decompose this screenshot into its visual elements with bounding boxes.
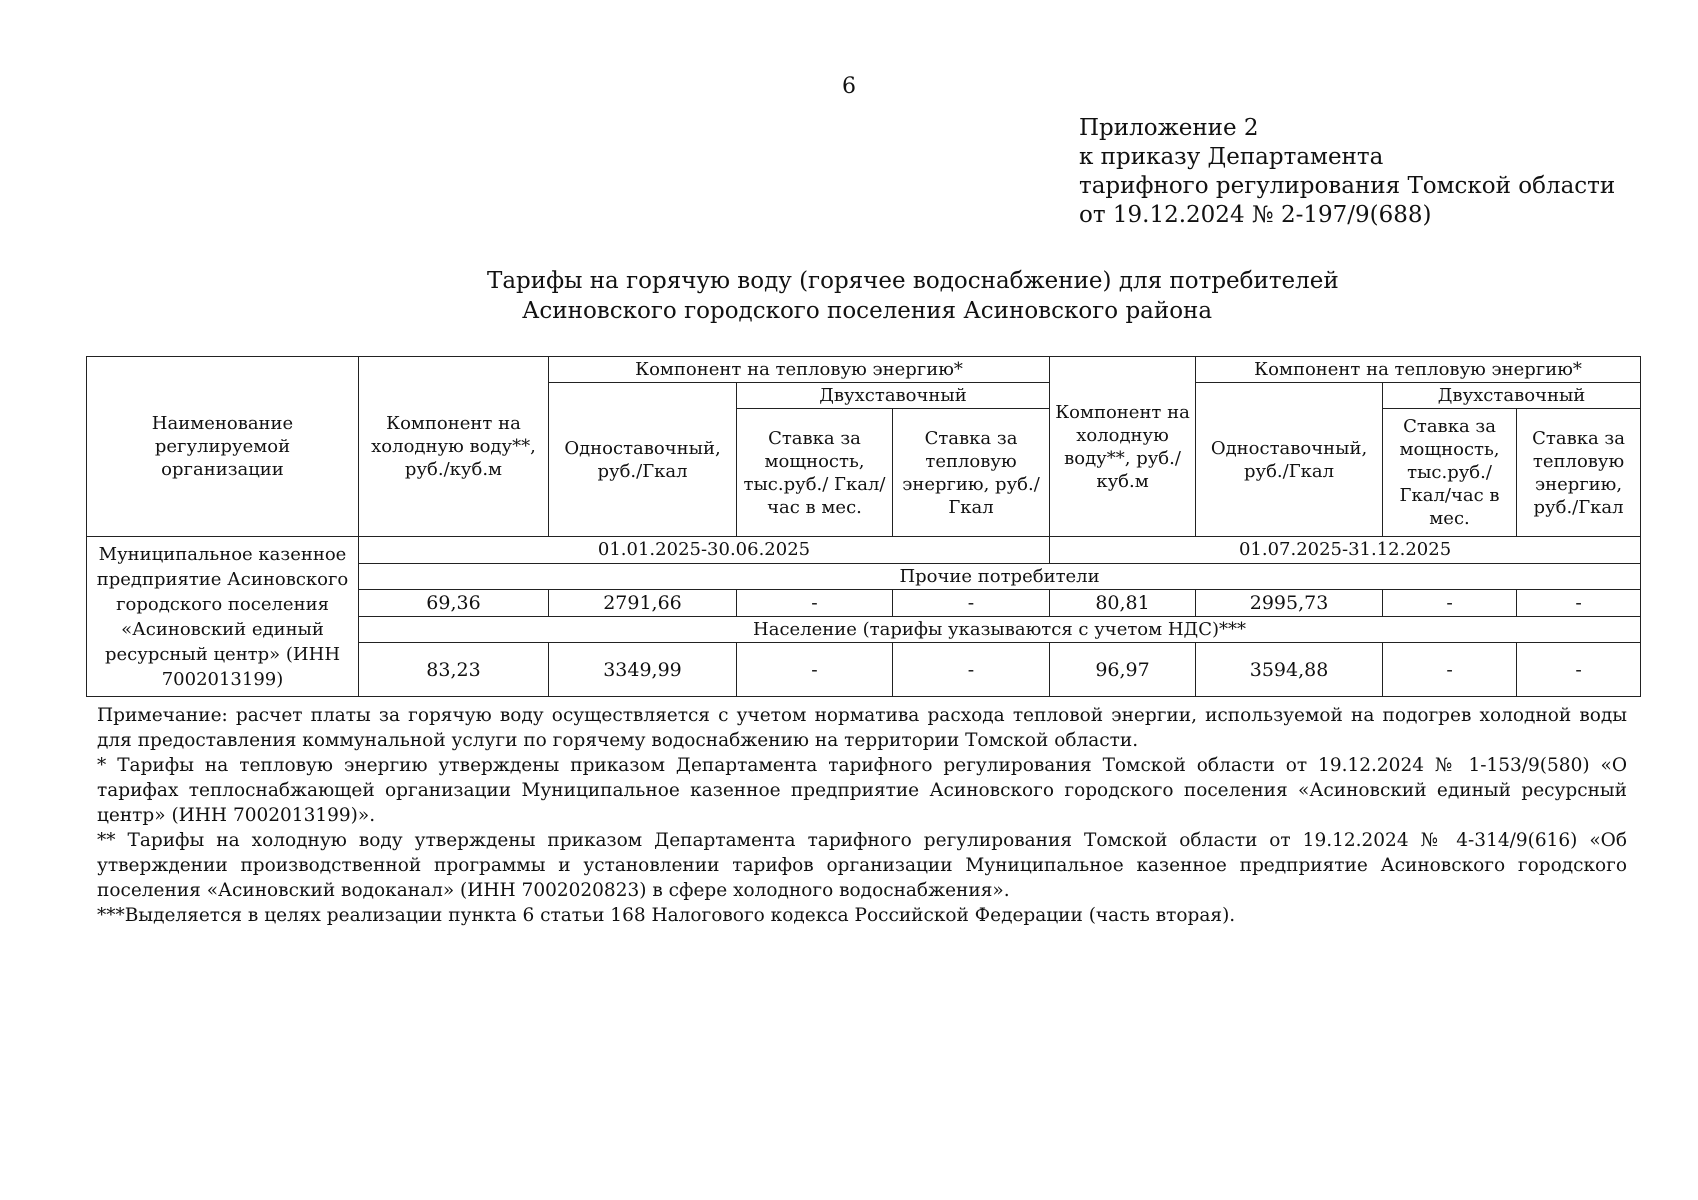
table-cell: -	[1517, 643, 1641, 697]
header-two-rate: Двухставочный	[1383, 383, 1641, 409]
header-power-rate: Ставка за мощность, тыс.руб./ Гкал/час в мес.	[737, 409, 893, 537]
footnote-heat: * Тарифы на тепловую энергию утверждены приказом Департамента тарифного регулирования Томской области от 19.12.2024 № 1-153/9(580) «О тарифах теплоснабжающей организации Муниципальное казенное предприятие Асиновского городского поселения «Асиновский единый ресурсный центр» (ИНН 7002013199)».	[97, 755, 1627, 826]
table-cell: -	[1383, 643, 1517, 697]
table-cell: 2791,66	[549, 590, 737, 617]
table-cell: 83,23	[359, 643, 549, 697]
footnote-vat: ***Выделяется в целях реализации пункта 6 статьи 168 Налогового кодекса Российской Федерации (часть вторая).	[97, 905, 1236, 926]
header-two-rate: Двухставочный	[737, 383, 1050, 409]
appendix-line: Приложение 2	[1079, 115, 1259, 141]
header-heat-component: Компонент на тепловую энергию*	[1196, 357, 1641, 383]
group-population: Население (тарифы указываются с учетом НДС)***	[359, 617, 1641, 643]
table-cell: -	[1517, 590, 1641, 617]
header-energy-rate: Ставка за тепловую энергию, руб./Гкал	[893, 409, 1050, 537]
document-title	[0, 266, 1698, 326]
header-org-name: Наименование регулируемой организации	[87, 357, 359, 537]
table-cell: 96,97	[1050, 643, 1196, 697]
header-single-rate: Одноставочный, руб./Гкал	[549, 383, 737, 537]
table-cell: -	[737, 643, 893, 697]
appendix-line: к приказу Департамента	[1079, 144, 1384, 170]
appendix-line: от 19.12.2024 № 2-197/9(688)	[1079, 202, 1432, 228]
table-cell: 80,81	[1050, 590, 1196, 617]
footnote-cold-water: ** Тарифы на холодную воду утверждены приказом Департамента тарифного регулирования Томской области от 19.12.2024 № 4-314/9(616) «Об утверждении производственной программы и установлении тарифов организации Муниципальное казенное предприятие Асиновского городского поселения «Асиновский водоканал» (ИНН 7002020823) в сфере холодного водоснабжения».	[97, 830, 1627, 901]
organization-name: Муниципальное казенное предприятие Асиновского городского поселения «Асиновский единый ресурсный центр» (ИНН 7002013199)	[87, 537, 359, 697]
header-power-rate: Ставка за мощность, тыс.руб./ Гкал/час в мес.	[1383, 409, 1517, 537]
table-cell: 3594,88	[1196, 643, 1383, 697]
note-general: Примечание: расчет платы за горячую воду осуществляется с учетом норматива расхода тепловой энергии, используемой на подогрев холодной воды для предоставления коммунальной услуги по горячему водоснабжению на территории Томской области.	[97, 705, 1627, 751]
header-cold-water: Компонент на холодную воду**, руб./куб.м	[359, 357, 549, 537]
table-cell: 69,36	[359, 590, 549, 617]
table-cell: -	[1383, 590, 1517, 617]
header-heat-component: Компонент на тепловую энергию*	[549, 357, 1050, 383]
appendix-block	[1079, 114, 1615, 230]
header-cold-water: Компонент на холодную воду**, руб./куб.м	[1050, 357, 1196, 537]
table-cell: -	[893, 590, 1050, 617]
tariff-table	[86, 356, 1641, 697]
table-cell: 3349,99	[549, 643, 737, 697]
header-single-rate: Одноставочный, руб./Гкал	[1196, 383, 1383, 537]
appendix-line: тарифного регулирования Томской области	[1079, 173, 1616, 199]
notes-section	[97, 703, 1627, 928]
title-line: Тарифы на горячую воду (горячее водоснабжение) для потребителей	[487, 268, 1339, 294]
period-first-half: 01.01.2025-30.06.2025	[359, 537, 1050, 564]
header-energy-rate: Ставка за тепловую энергию, руб./Гкал	[1517, 409, 1641, 537]
page-number: 6	[842, 74, 856, 99]
table-cell: 2995,73	[1196, 590, 1383, 617]
group-other-consumers: Прочие потребители	[359, 564, 1641, 590]
table-cell: -	[737, 590, 893, 617]
period-second-half: 01.07.2025-31.12.2025	[1050, 537, 1641, 564]
table-cell: -	[893, 643, 1050, 697]
title-line: Асиновского городского поселения Асиновского района	[522, 298, 1213, 324]
